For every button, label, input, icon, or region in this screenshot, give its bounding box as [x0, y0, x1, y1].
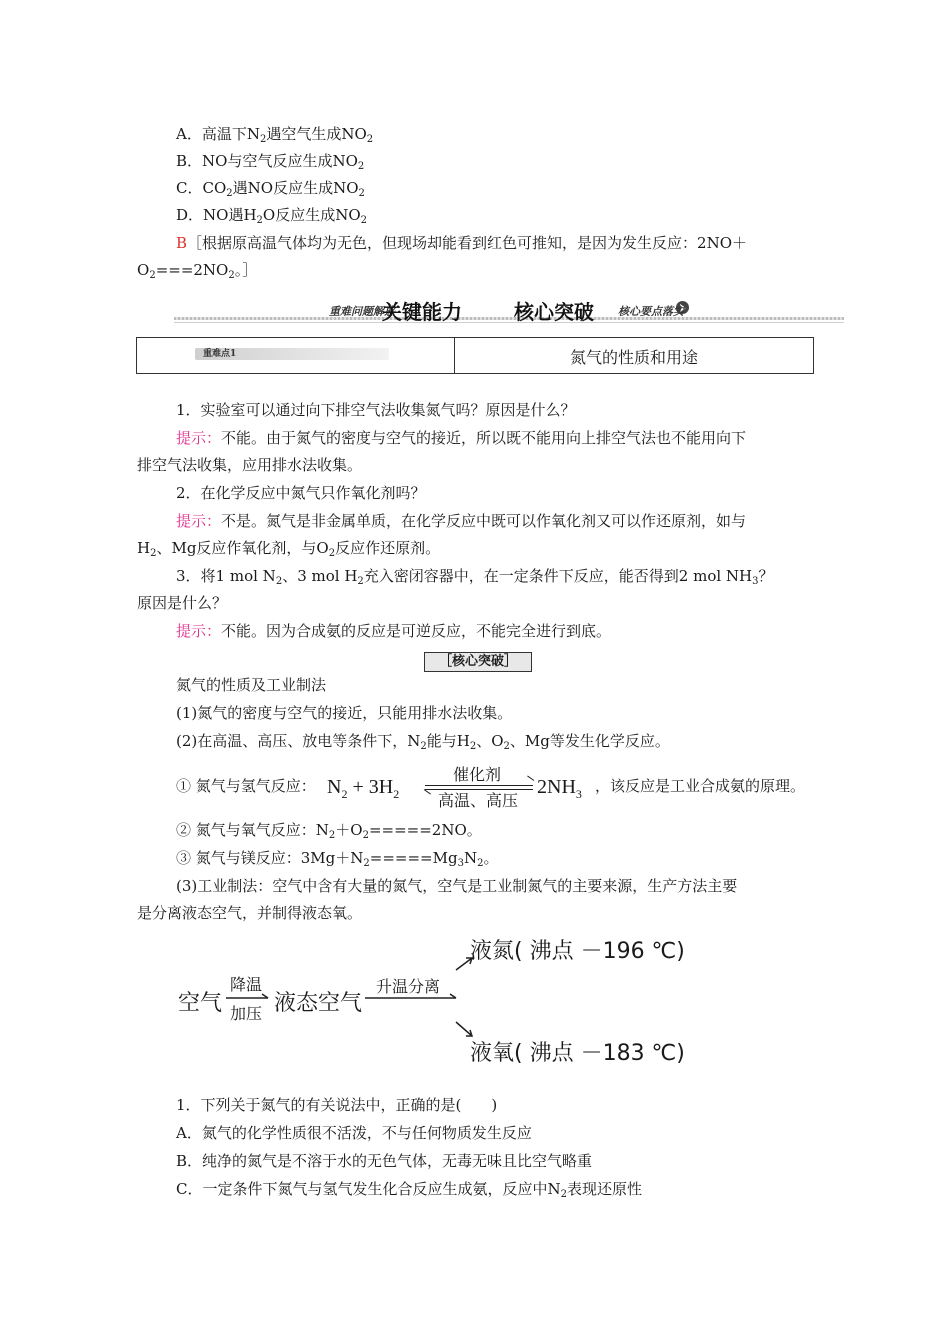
exercise-option-b: B．纯净的氮气是不溶于水的无色气体，无毒无味且比空气略重 — [176, 1152, 593, 1170]
exercise-option-c: C．一定条件下氮气与氢气发生化合反应生成氨，反应中$N_2$表现还原性 — [176, 1180, 642, 1200]
cool-label: 降温 — [230, 975, 263, 994]
section-banner — [174, 296, 844, 326]
hint-1-line-1: 提示：不能。由于氮气的密度与空气的接近，所以既不能用向上排空气法也不能用向下 — [176, 429, 747, 447]
key-point-title: 氮气的性质和用途 — [569, 348, 698, 367]
question-3: 3．将1 mol $N_2$、3 mol $H_2$充入密闭容器中，在一定条件下反应，能否得到2 mol $NH_3$？ — [176, 567, 774, 587]
answer-line-1: B［根据原高温气体均为无色，但现场却能看到红色可推知，是因为发生反应：2NO＋ — [176, 234, 748, 252]
answer-letter: B — [176, 234, 188, 252]
reaction-1-equation: $N_2 + 3H_2$ 催化剂 高温、高压 $2NH_3$ ，该反应是工业合成氨的原理。 — [327, 762, 787, 812]
option-c: C．$CO_2$遇NO反应生成$NO_2$ — [176, 179, 365, 199]
pressurize-label: 加压 — [230, 1004, 263, 1023]
banner-left-label: 重难问题解惑 — [329, 305, 395, 318]
banner-title-a: 关键能力 — [382, 300, 462, 324]
conditions-label: 高温、高压 — [437, 791, 518, 810]
core-p3-line-2: 是分离液态空气，并制得液态氧。 — [137, 904, 363, 922]
exercise-option-a: A．氮气的化学性质很不活泼，不与任何物质发生反应 — [176, 1124, 532, 1142]
liquid-oxygen-label: 液氧( 沸点 －183 ℃) — [470, 1041, 685, 1066]
banner-title-b: 核心突破 — [514, 300, 594, 324]
question-1: 1．实验室可以通过向下排空气法收集氮气吗？原因是什么？ — [176, 401, 576, 419]
heat-separate-label: 升温分离 — [376, 977, 441, 996]
hint-3: 提示：不能。因为合成氨的反应是可逆反应，不能完全进行到底。 — [176, 622, 612, 640]
core-p3-line-1: (3)工业制法：空气中含有大量的氮气，空气是工业制氮气的主要来源，生产方法主要 — [176, 877, 738, 895]
reaction-2: ② 氮气与氧气反应：$N_2+O_2=====2NO$。 — [176, 821, 482, 841]
reaction-1-label: ① 氮气与氢气反应： — [176, 777, 316, 795]
arrow-cool — [226, 994, 268, 998]
reaction-3: ③ 氮气与镁反应：$3Mg+N_2=====Mg_3N_2$。 — [176, 849, 499, 869]
hint-1-line-2: 排空气法收集，应用排水法收集。 — [137, 456, 363, 474]
air-label: 空气 — [178, 991, 223, 1016]
arrow-down — [456, 1022, 472, 1036]
liquid-air-label: 液态空气 — [274, 991, 363, 1016]
option-a: A．高温下$N_2$遇空气生成$NO_2$ — [176, 125, 374, 145]
key-point-tag: 重难点1 — [195, 348, 389, 360]
key-point-table — [136, 337, 814, 374]
hint-2-line-2: $H_2$、Mg反应作氧化剂，与$O_2$反应作还原剂。 — [137, 539, 441, 559]
question-2: 2．在化学反应中氮气只作氧化剂吗？ — [176, 484, 426, 502]
core-heading: 氮气的性质及工业制法 — [176, 676, 327, 694]
hint-2-line-1: 提示：不是。氮气是非金属单质，在化学反应中既可以作氧化剂又可以作还原剂，如与 — [176, 512, 747, 530]
core-p1: (1)氮气的密度与空气的接近，只能用排水法收集。 — [176, 704, 513, 722]
banner-right-label: 核心要点落实 — [618, 305, 684, 318]
reaction-1-tail: ，该反应是工业合成氨的原理。 — [595, 777, 806, 795]
core-section-tag: ［核心突破］ — [424, 652, 532, 672]
forward-arrow — [425, 785, 533, 786]
arrow-up — [456, 958, 472, 970]
air-separation-diagram — [170, 928, 730, 1068]
answer-line-2: $O_2===2NO_2$。］ — [137, 261, 258, 281]
option-d: D．NO遇$H_2O$反应生成$NO_2$ — [176, 206, 368, 226]
question-3-line-2: 原因是什么？ — [137, 594, 228, 612]
banner-rule-thin — [174, 322, 844, 323]
catalyst-label: 催化剂 — [452, 765, 501, 784]
banner-rule — [174, 317, 844, 320]
exercise-question: 1．下列关于氮气的有关说法中，正确的是( ) — [176, 1096, 498, 1114]
arrow-separate — [365, 994, 456, 998]
core-p2: (2)在高温、高压、放电等条件下，$N_2$能与$H_2$、$O_2$、Mg等发生化学反应。 — [176, 732, 670, 752]
option-b: B．NO与空气反应生成$NO_2$ — [176, 152, 365, 172]
liquid-nitrogen-label: 液氮( 沸点 －196 ℃) — [470, 939, 685, 964]
diagram-arrows — [170, 928, 730, 1068]
